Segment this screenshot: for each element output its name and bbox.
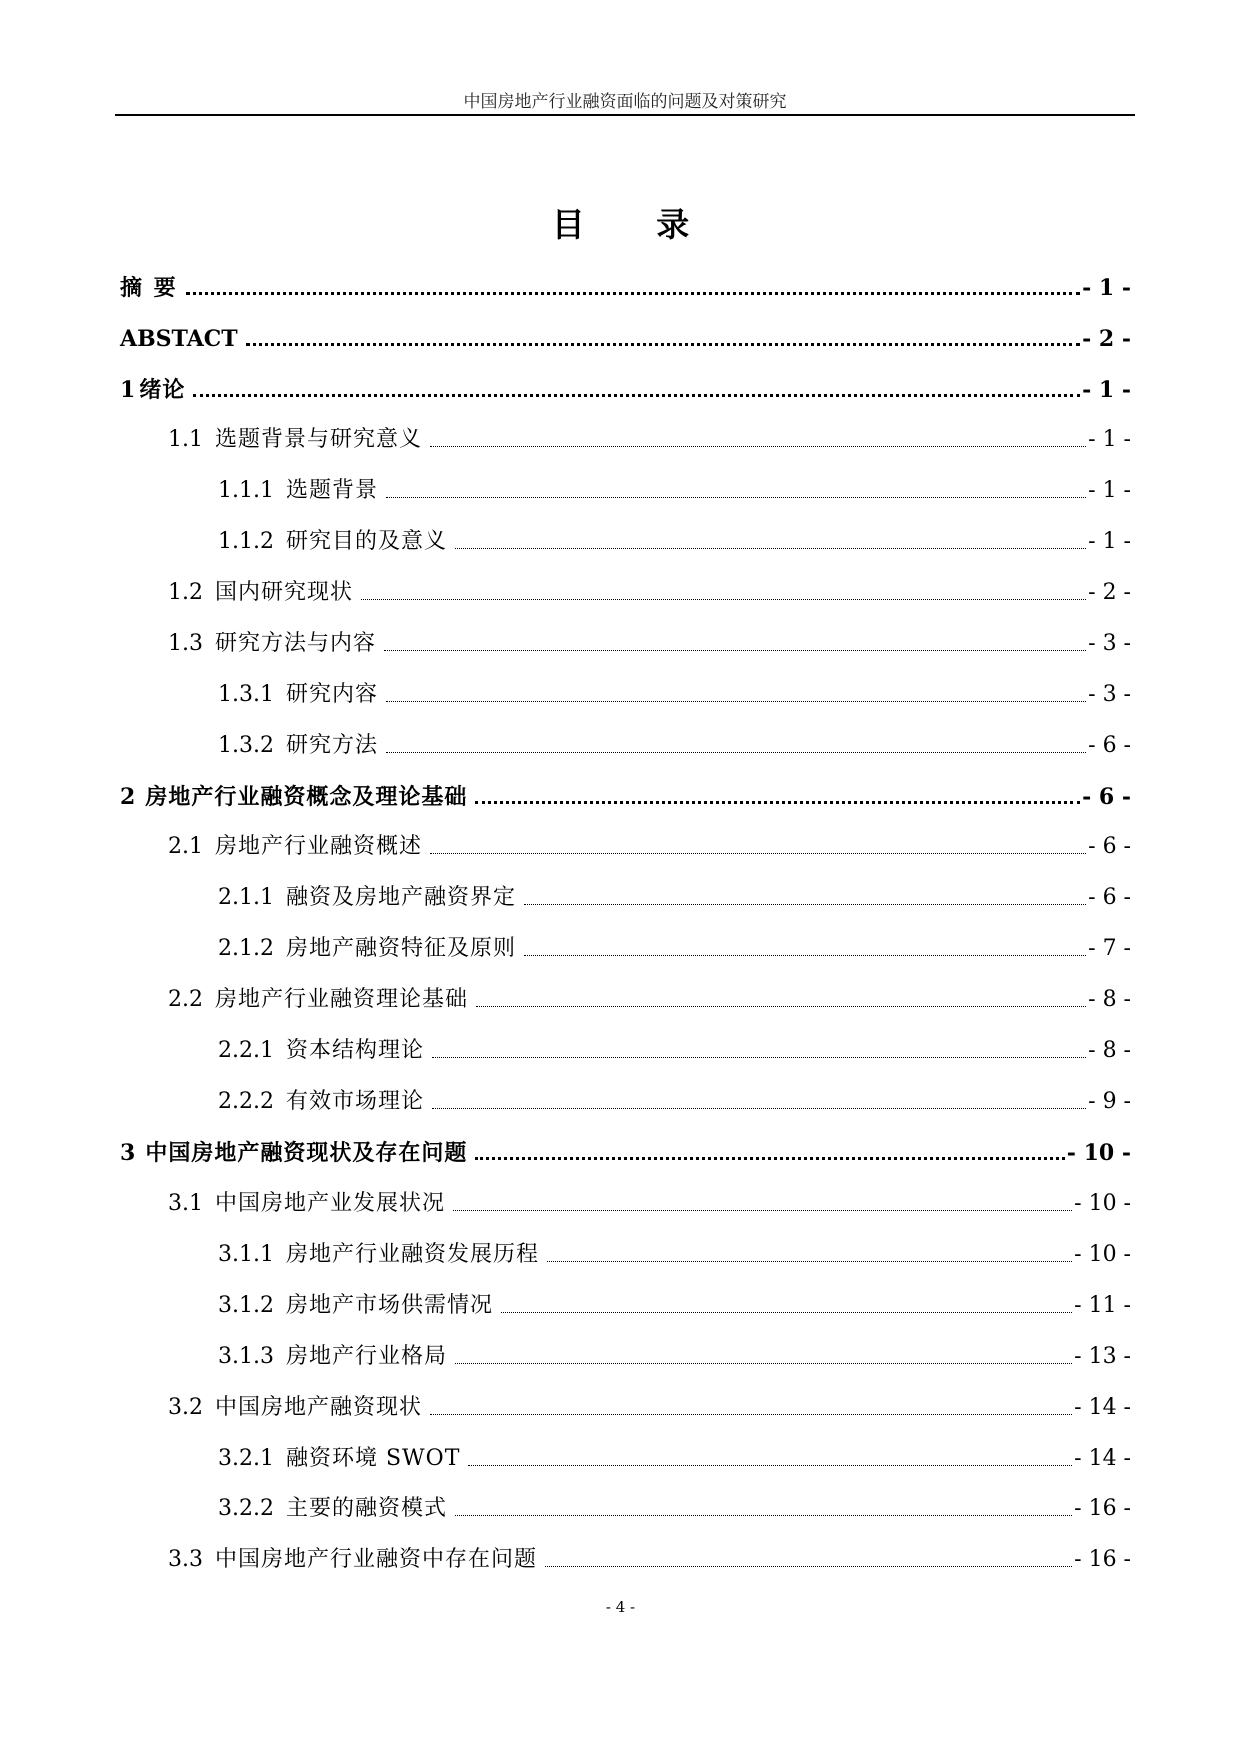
toc-entry-3-1-3[interactable] (218, 1342, 1131, 1372)
toc-dot-leader (547, 1261, 1072, 1262)
toc-entry-page: - 8 - (1088, 987, 1131, 1012)
toc-entry-label: 房地产市场供需情况 (285, 1293, 493, 1318)
toc-entry-label: 研究内容 (285, 682, 378, 707)
toc-dot-leader (524, 955, 1086, 956)
toc-entry-3-3[interactable] (168, 1545, 1131, 1575)
toc-entry-page: - 10 - (1074, 1242, 1131, 1267)
toc-entry-label: 研究方法 (285, 733, 378, 758)
toc-entry-label: ABSTACT (120, 326, 238, 352)
toc-dot-leader (455, 1363, 1072, 1364)
toc-dot-leader (432, 1057, 1086, 1058)
toc-entry-number: 3 (120, 1140, 136, 1166)
toc-entry-3-2-2[interactable] (218, 1494, 1131, 1524)
page-number: - 4 - (605, 1598, 636, 1616)
toc-entry-number: 3.3 (168, 1547, 203, 1572)
toc-entry-number: 2.2.1 (218, 1038, 274, 1063)
toc-entry-page: - 3 - (1088, 631, 1131, 656)
toc-entry-label: 中国房地产行业融资中存在问题 (215, 1547, 538, 1572)
toc-entry-abstract-cn[interactable] (120, 273, 1131, 303)
toc-entry-label: 房地产行业融资理论基础 (215, 987, 469, 1012)
toc-dot-leader (386, 752, 1086, 753)
toc-entry-2-1-1[interactable] (218, 883, 1131, 913)
toc-dot-leader (384, 650, 1086, 651)
toc-dot-leader (361, 599, 1086, 600)
toc-entry-1-2[interactable] (168, 578, 1131, 608)
toc-entry-page: - 14 - (1074, 1446, 1131, 1471)
toc-entry-3-2-1[interactable] (218, 1444, 1131, 1474)
toc-entry-abstract-en[interactable] (120, 324, 1131, 354)
toc-entry-label: 融资及房地产融资界定 (285, 885, 516, 910)
toc-entry-chapter-1[interactable] (120, 375, 1131, 405)
toc-entry-number: 1.3.1 (218, 682, 274, 707)
toc-entry-label: 有效市场理论 (285, 1089, 424, 1114)
toc-dot-leader (476, 1006, 1086, 1007)
toc-entry-number: 3.1.2 (218, 1293, 274, 1318)
toc-entry-3-1[interactable] (168, 1189, 1131, 1219)
toc-entry-label: 绪论 (139, 377, 186, 403)
toc-entry-chapter-3[interactable] (120, 1138, 1131, 1168)
toc-entry-number: 1.2 (168, 580, 203, 605)
toc-dot-leader (386, 497, 1086, 498)
toc-entry-number: 2.2 (168, 987, 203, 1012)
toc-entry-number: 1.3 (168, 631, 203, 656)
toc-entry-number: 1.3.2 (218, 733, 274, 758)
toc-entry-number: 2.2.2 (218, 1089, 274, 1114)
toc-entry-label: 融资环境 SWOT (285, 1446, 461, 1471)
toc-entry-2-2[interactable] (168, 985, 1131, 1015)
toc-entry-page: - 7 - (1088, 936, 1131, 961)
running-header-title: 中国房地产行业融资面临的问题及对策研究 (463, 92, 787, 112)
toc-dot-leader (430, 446, 1086, 447)
toc-entry-1-3-1[interactable] (218, 680, 1131, 710)
toc-entry-label: 选题背景 (285, 478, 378, 503)
toc-entry-label: 中国房地产业发展状况 (215, 1191, 446, 1216)
toc-dot-leader (432, 1108, 1086, 1109)
toc-entry-number: 3.1 (168, 1191, 203, 1216)
toc-entry-label: 房地产融资特征及原则 (285, 936, 516, 961)
toc-dot-leader (455, 548, 1086, 549)
toc-entry-number: 3.2 (168, 1395, 203, 1420)
toc-dot-leader (430, 1414, 1072, 1415)
toc-entry-number: 2.1.1 (218, 885, 274, 910)
toc-entry-1-1[interactable] (168, 425, 1131, 455)
toc-entry-page: - 1 - (1082, 275, 1131, 301)
toc-entry-label: 主要的融资模式 (285, 1496, 447, 1521)
toc-dot-leader (246, 343, 1080, 346)
toc-dot-leader (524, 904, 1086, 905)
toc-entry-page: - 1 - (1082, 377, 1131, 403)
toc-entry-number: 2.1.2 (218, 936, 274, 961)
toc-entry-label: 房地产行业融资概述 (215, 834, 423, 859)
toc-dot-leader (468, 1465, 1072, 1466)
header-rule (115, 114, 1135, 116)
toc-entry-number: 2.1 (168, 834, 203, 859)
toc-dot-leader (501, 1312, 1072, 1313)
toc-entry-3-2[interactable] (168, 1393, 1131, 1423)
toc-entry-page: - 16 - (1074, 1547, 1131, 1572)
toc-entry-3-1-2[interactable] (218, 1291, 1131, 1321)
toc-dot-leader (475, 801, 1080, 804)
toc-dot-leader (475, 1157, 1064, 1160)
toc-entry-page: - 13 - (1074, 1344, 1131, 1369)
toc-entry-label: 中国房地产融资现状 (215, 1395, 423, 1420)
toc-entry-label: 资本结构理论 (285, 1038, 424, 1063)
toc-dot-leader (386, 701, 1086, 702)
toc-entry-chapter-2[interactable] (120, 782, 1131, 812)
toc-entry-number: 3.2.2 (218, 1496, 274, 1521)
toc-entry-page: - 6 - (1088, 733, 1131, 758)
toc-entry-3-1-1[interactable] (218, 1240, 1131, 1270)
toc-entry-page: - 6 - (1082, 784, 1131, 810)
toc-entry-label: 房地产行业融资概念及理论基础 (145, 784, 468, 810)
toc-entry-2-2-2[interactable] (218, 1087, 1131, 1117)
toc-entry-page: - 2 - (1082, 326, 1131, 352)
toc-entry-page: - 11 - (1074, 1293, 1131, 1318)
toc-entry-number: 3.2.1 (218, 1446, 274, 1471)
toc-entry-label: 房地产行业格局 (285, 1344, 447, 1369)
toc-entry-label: 选题背景与研究意义 (215, 427, 423, 452)
toc-entry-page: - 6 - (1088, 834, 1131, 859)
toc-dot-leader (186, 292, 1080, 295)
toc-entry-page: - 14 - (1074, 1395, 1131, 1420)
toc-entry-number: 1 (120, 377, 136, 403)
toc-entry-number: 1.1.1 (218, 478, 274, 503)
toc-entry-1-3[interactable] (168, 629, 1131, 659)
toc-entry-page: - 10 - (1074, 1191, 1131, 1216)
toc-entry-number: 3.1.1 (218, 1242, 274, 1267)
toc-entry-page: - 1 - (1088, 478, 1131, 503)
toc-dot-leader (455, 1515, 1072, 1516)
toc-entry-number: 1.1.2 (218, 529, 274, 554)
toc-entry-page: - 10 - (1066, 1140, 1131, 1166)
toc-entry-label: 中国房地产融资现状及存在问题 (145, 1140, 468, 1166)
toc-entry-2-2-1[interactable] (218, 1036, 1131, 1066)
toc-entry-page: - 16 - (1074, 1496, 1131, 1521)
toc-entry-1-1-1[interactable] (218, 476, 1131, 506)
toc-entry-page: - 1 - (1088, 427, 1131, 452)
toc-dot-leader (453, 1210, 1072, 1211)
toc-entry-label: 国内研究现状 (215, 580, 354, 605)
toc-entry-2-1-2[interactable] (218, 934, 1131, 964)
toc-entry-label: 研究目的及意义 (285, 529, 447, 554)
toc-entry-page: - 1 - (1088, 529, 1131, 554)
toc-entry-2-1[interactable] (168, 832, 1131, 862)
toc-entry-page: - 9 - (1088, 1089, 1131, 1114)
toc-entry-number: 2 (120, 784, 136, 810)
toc-entry-number: 3.1.3 (218, 1344, 274, 1369)
toc-entry-label: 研究方法与内容 (215, 631, 377, 656)
toc-entry-1-3-2[interactable] (218, 731, 1131, 761)
toc-entry-label: 房地产行业融资发展历程 (285, 1242, 539, 1267)
toc-entry-page: - 6 - (1088, 885, 1131, 910)
toc-entry-page: - 2 - (1088, 580, 1131, 605)
toc-entry-page: - 3 - (1088, 682, 1131, 707)
toc-entry-page: - 8 - (1088, 1038, 1131, 1063)
toc-entry-1-1-2[interactable] (218, 527, 1131, 557)
toc-entry-label: 摘 要 (120, 275, 178, 301)
toc-dot-leader (545, 1566, 1072, 1567)
toc-title: 目 录 (551, 205, 720, 244)
toc-dot-leader (193, 394, 1080, 397)
toc-entry-number: 1.1 (168, 427, 203, 452)
toc-dot-leader (430, 853, 1086, 854)
